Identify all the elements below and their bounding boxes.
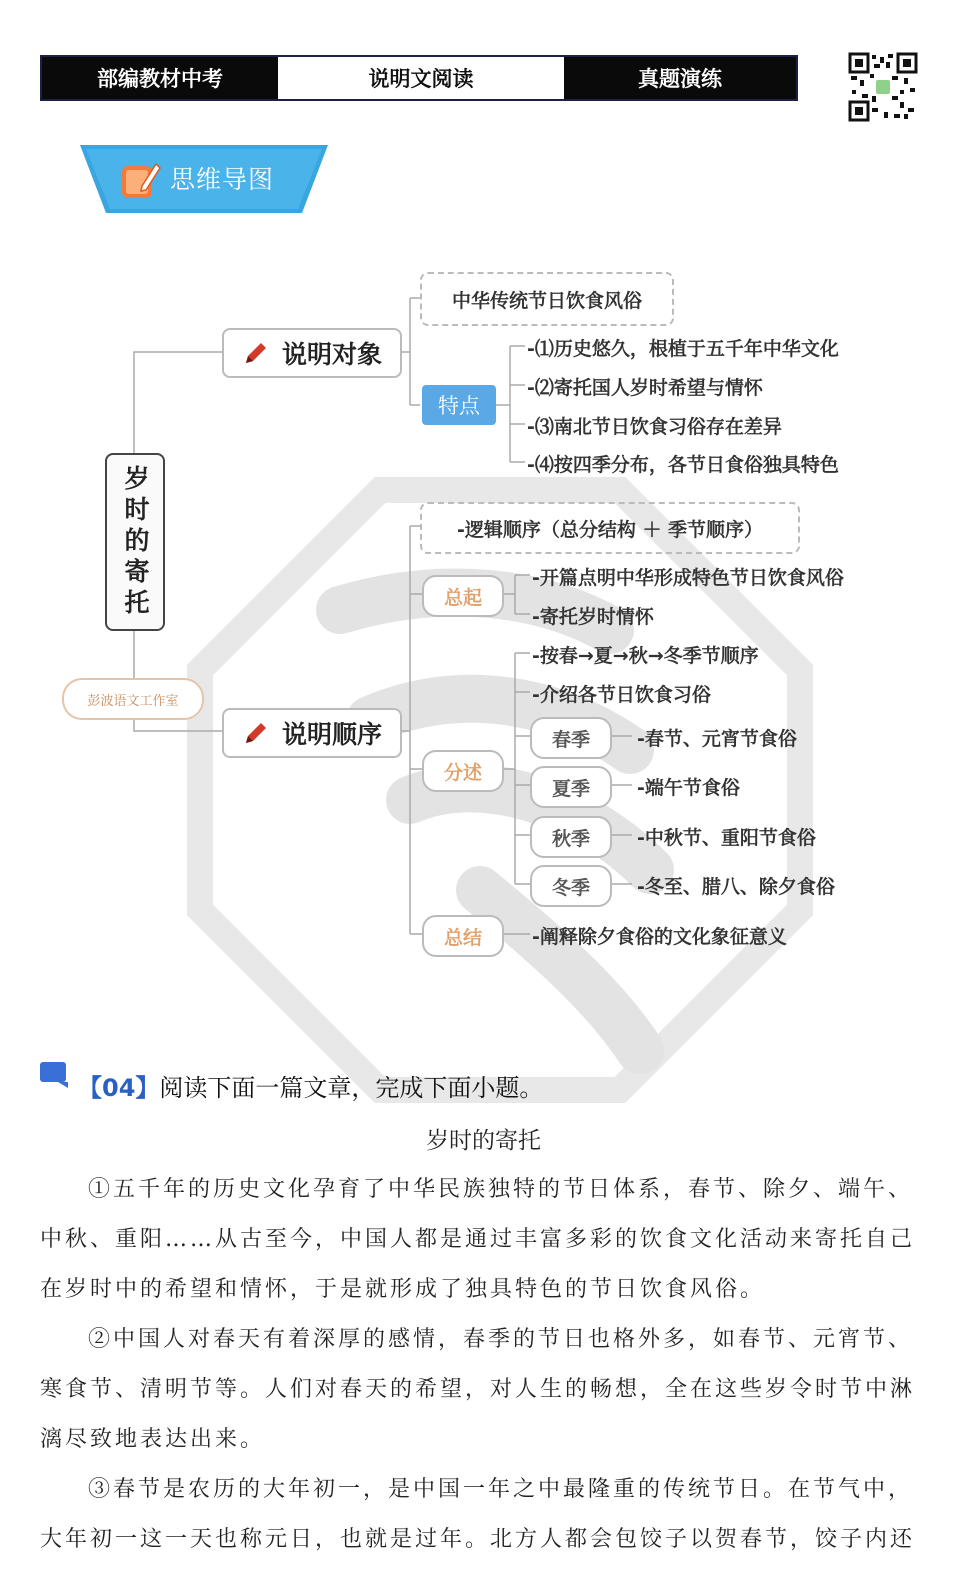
pencil-icon <box>242 339 270 367</box>
season-desc: -冬至、腊八、除夕食俗 <box>637 876 835 898</box>
season-spring <box>530 717 612 759</box>
branch-order-label: 说明顺序 <box>281 720 382 749</box>
branch-object <box>222 328 402 378</box>
feature-item: -⑴历史悠久，根植于五千年中华文化 <box>527 338 839 360</box>
zongjie-pill <box>422 915 504 957</box>
season-label: 夏季 <box>551 777 590 800</box>
zongqi-item: -寄托岁时情怀 <box>532 606 654 628</box>
qr-code-icon <box>848 52 918 122</box>
article-paragraph-3: ③春节是农历的大年初一，是中国一年之中最隆重的传统节日。在节气中，大年初一这一天也称元日，也就是过年。北方人都会包饺子以贺春节，饺子内还 <box>40 1477 916 1552</box>
question-number: 【04】 <box>78 1074 160 1102</box>
root-label: 岁时的寄托 <box>121 464 150 620</box>
note-pencil-icon <box>120 160 162 200</box>
header-center: 说明文阅读 <box>278 57 564 99</box>
header-right: 真题演练 <box>564 57 796 99</box>
mindmap-root <box>105 453 165 631</box>
bookmark-icon <box>38 1060 70 1088</box>
zongqi-label: 总起 <box>443 586 482 609</box>
season-desc: -中秋节、重阳节食俗 <box>637 827 816 849</box>
studio-label: 彭波语文工作室 <box>87 693 179 709</box>
zongjie-label: 总结 <box>443 926 482 949</box>
season-winter <box>530 865 612 907</box>
feature-tag-label: 特点 <box>438 394 480 418</box>
feature-tag <box>422 385 496 425</box>
object-box <box>420 272 674 326</box>
feature-item: -⑷按四季分布，各节日食俗独具特色 <box>527 454 839 476</box>
branch-order <box>222 708 402 758</box>
article-paragraph-2: ②中国人对春天有着深厚的感情，春季的节日也格外多，如春节、元宵节、寒食节、清明节等。人们对春天的希望，对人生的畅想，全在这些岁令时节中淋漓尽致地表达出来。 <box>40 1327 916 1452</box>
article-title: 岁时的寄托 <box>426 1128 541 1154</box>
season-summer <box>530 766 612 808</box>
order-text: -逻辑顺序（总分结构 ＋ 季节顺序） <box>456 518 764 541</box>
zongjie-item: -阐释除夕食俗的文化象征意义 <box>532 926 787 948</box>
fenshu-pill <box>422 750 504 792</box>
question-text: 阅读下面一篇文章，完成下面小题。 <box>159 1074 544 1102</box>
order-box <box>420 502 800 554</box>
object-text: 中华传统节日饮食风俗 <box>451 289 642 312</box>
season-label: 春季 <box>551 728 590 751</box>
zongqi-item: -开篇点明中华形成特色节日饮食风俗 <box>532 567 844 589</box>
season-label: 冬季 <box>551 876 590 899</box>
fenshu-item: -按春→夏→秋→冬季节顺序 <box>532 645 759 667</box>
fenshu-label: 分述 <box>443 761 482 784</box>
header-left: 部编教材中考 <box>42 57 278 99</box>
zongqi-pill <box>422 575 504 617</box>
branch-object-label: 说明对象 <box>281 340 382 369</box>
studio-tag <box>62 678 204 720</box>
feature-item: -⑶南北节日饮食习俗存在差异 <box>527 416 782 438</box>
fenshu-item: -介绍各节日饮食习俗 <box>532 684 711 706</box>
article-paragraph-1: ①五千年的历史文化孕育了中华民族独特的节日体系，春节、除夕、端午、中秋、重阳……从古至今，中国人都是通过丰富多彩的饮食文化活动来寄托自己在岁时中的希望和情怀，于是就形成了独具特色的节日饮食风俗。 <box>40 1177 916 1302</box>
season-autumn <box>530 816 612 858</box>
pencil-icon <box>242 719 270 747</box>
badge-label: 思维导图 <box>170 165 275 194</box>
season-label: 秋季 <box>551 827 590 850</box>
question-heading <box>78 1068 543 1103</box>
header-bar <box>40 55 798 101</box>
feature-item: -⑵寄托国人岁时希望与情怀 <box>527 377 763 399</box>
season-desc: -端午节食俗 <box>637 777 740 799</box>
season-desc: -春节、元宵节食俗 <box>637 728 797 750</box>
